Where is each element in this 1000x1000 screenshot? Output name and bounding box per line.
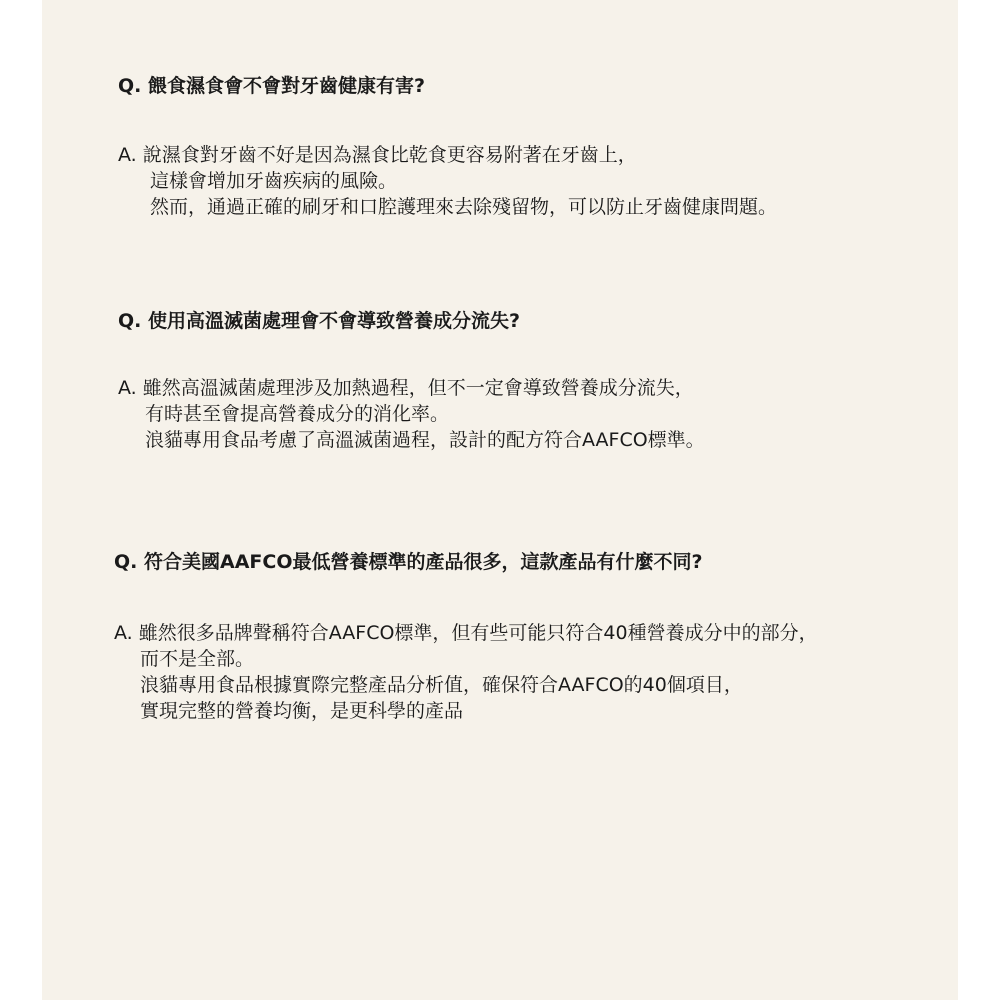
faq-answer [118,142,777,220]
faq-question: Q. 符合美國AAFCO最低營養標準的產品很多，這款產品有什麼不同? [114,551,703,573]
answer-line: 而不是全部。 [140,648,255,670]
faq-answer [118,375,705,453]
content-panel [42,0,958,1000]
answer-line: A. 雖然高溫滅菌處理涉及加熱過程，但不一定會導致營養成分流失， [118,377,694,399]
answer-line: 浪貓專用食品根據實際完整產品分析值，確保符合AAFCO的40個項目， [140,674,743,696]
faq-question: Q. 餵食濕食會不會對牙齒健康有害? [118,75,426,97]
answer-line: 實現完整的營養均衡，是更科學的產品 [140,700,464,722]
answer-line: A. 雖然很多品牌聲稱符合AAFCO標準，但有些可能只符合40種營養成分中的部分， [114,622,818,644]
faq-question: Q. 使用高溫滅菌處理會不會導致營養成分流失? [118,310,521,332]
answer-line: 有時甚至會提高營養成分的消化率。 [145,403,450,425]
answer-line: 然而，通過正確的刷牙和口腔護理來去除殘留物，可以防止牙齒健康問題。 [150,196,778,218]
answer-line: 浪貓專用食品考慮了高溫滅菌過程，設計的配方符合AAFCO標準。 [145,429,705,451]
answer-line: A. 說濕食對牙齒不好是因為濕食比乾食更容易附著在牙齒上， [118,144,637,166]
faq-answer [114,620,818,724]
answer-line: 這樣會增加牙齒疾病的風險。 [150,170,398,192]
